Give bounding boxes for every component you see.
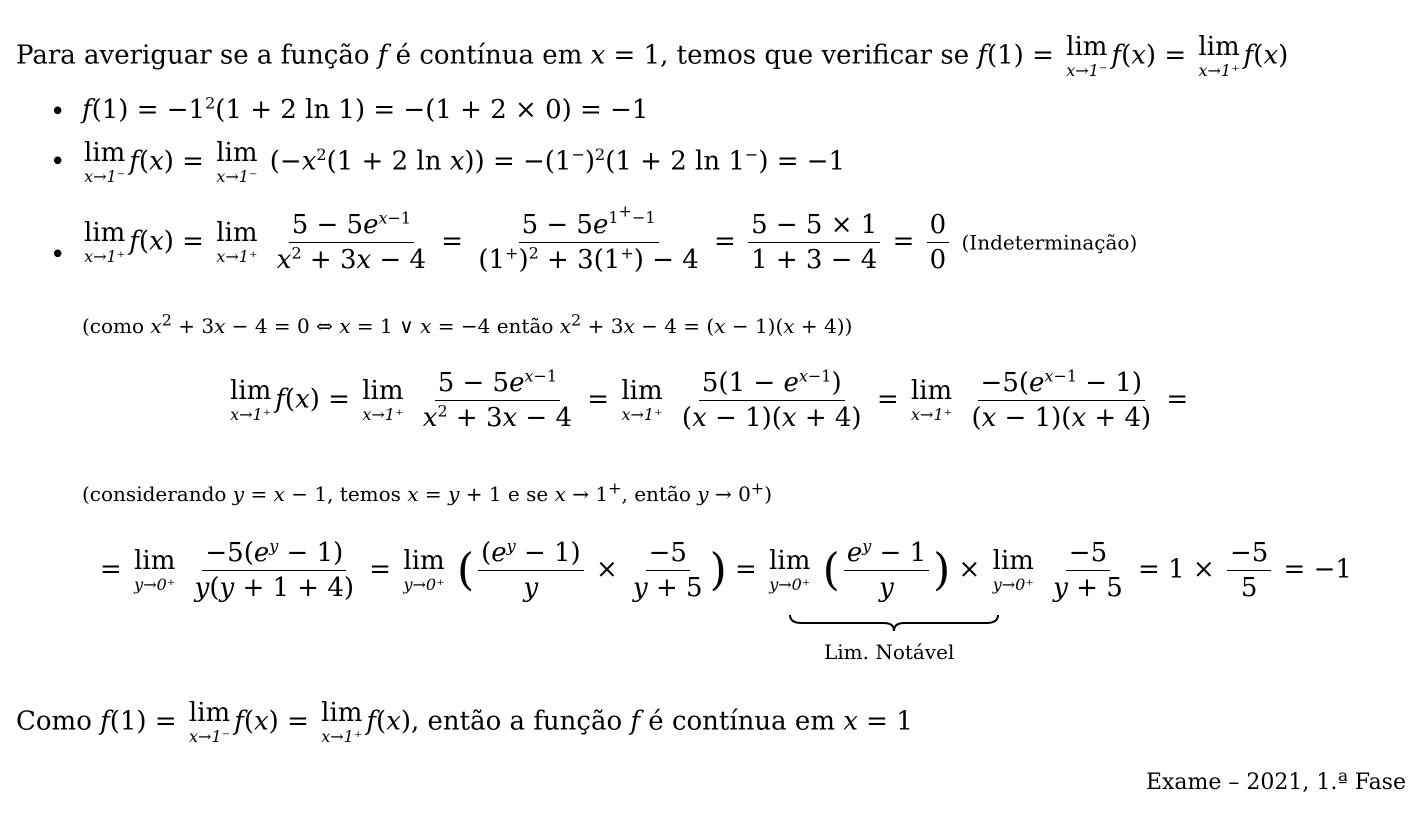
indeterminacy-note: (Indeterminação) <box>961 230 1138 255</box>
bullet-dot: • <box>50 147 66 177</box>
fraction: $\frac{0}{0}$ <box>927 212 950 273</box>
bullet-dot: • <box>50 240 66 270</box>
underbrace-icon <box>788 613 1000 633</box>
notable-limit-label: Lim. Notável <box>824 640 955 664</box>
limit-left: lim x→1⁻ <box>1066 32 1108 81</box>
bullet-dot: • <box>50 97 66 127</box>
limit-right: lim x→1⁺ <box>1198 32 1240 81</box>
substitution-note: (considerando y = x − 1, temos x = y + 1 e se x → 1+, então y → 0+) <box>82 478 773 506</box>
fraction: $\frac{5 - 5e^{1^+-1}}{(1^+)^2 + 3(1^+) - 4}$ <box>478 202 699 275</box>
intro-text: Para averiguar se a função f é contínua em x = 1, temos que verificar se <box>16 40 978 71</box>
final-line: = lim y→0⁺ $\frac{-5(e^y - 1)}{y(y + 1 + 4)}$ = lim y→0⁺ ( $\frac{(e^y - 1)}{y}$ × $\frac{-5}{y + 5}$ ) = lim y→0⁺ ( $\frac{e^y - 1}{y}$ ) × lim y→0⁺ $\frac{-5}{y + 5}$ = 1 × $\frac{-5}{5}$ = −1 <box>100 536 1352 603</box>
conclusion-line: Como f(1) = lim x→1⁻ f(x) = lim x→1⁺ f(x), então a função f é contínua em x = 1 <box>16 698 913 747</box>
bullet-1: $f(1) = -1^2(1 + 2$ ln 1) = −(1 + 2 × 0) = −1 <box>82 93 649 125</box>
limit-line: lim x→1⁺ f(x) = lim x→1⁺ $\frac{5 - 5e^{x-1}}{x^2 + 3x - 4}$ = lim x→1⁺ $\frac{5(1 - e^{x-1})}{(x - 1)(x + 4)}$ = lim x→1⁺ $\frac{-5(e^{x-1} - 1)}{(x - 1)(x + 4)}$ = <box>230 366 1189 433</box>
factorization-note: (como $x^2 + 3x - 4 = 0$ ⇔ x = 1 ∨ x = −4 então $x^2 + 3x - 4 = (x - 1)(x + 4)$) <box>82 310 853 338</box>
bullet-3: lim x→1⁺ f(x) = lim x→1⁺ $\frac{5 - 5e^{x-1}}{x^2 + 3x - 4}$ = $\frac{5 - 5e^{1^+-1}}{(1^+)^2 + 3(1^+) - 4}$ = $\frac{5 - 5 \times 1}{1 + 3 - 4}$ = $\frac{0}{0}$ (Indeterminação) <box>84 202 1138 275</box>
exam-source: Exame – 2021, 1.ª Fase <box>1145 770 1406 795</box>
fraction: $\frac{5 - 5 \times 1}{1 + 3 - 4}$ <box>748 212 880 273</box>
intro-line: Para averiguar se a função f é contínua em x = 1, temos que verificar se f(1) = lim x→1⁻ f(x) = lim x→1⁺ f(x) <box>16 32 1289 81</box>
bullet-2: lim x→1⁻ f(x) = lim x→1⁻ ($-x^2(1 + 2$ $\ln x)) = -(1^-)^2(1 + 2$ ln 1−) = −1 <box>84 138 846 187</box>
fraction: $\frac{5 - 5e^{x-1}}{x^2 + 3x - 4}$ <box>276 208 427 275</box>
